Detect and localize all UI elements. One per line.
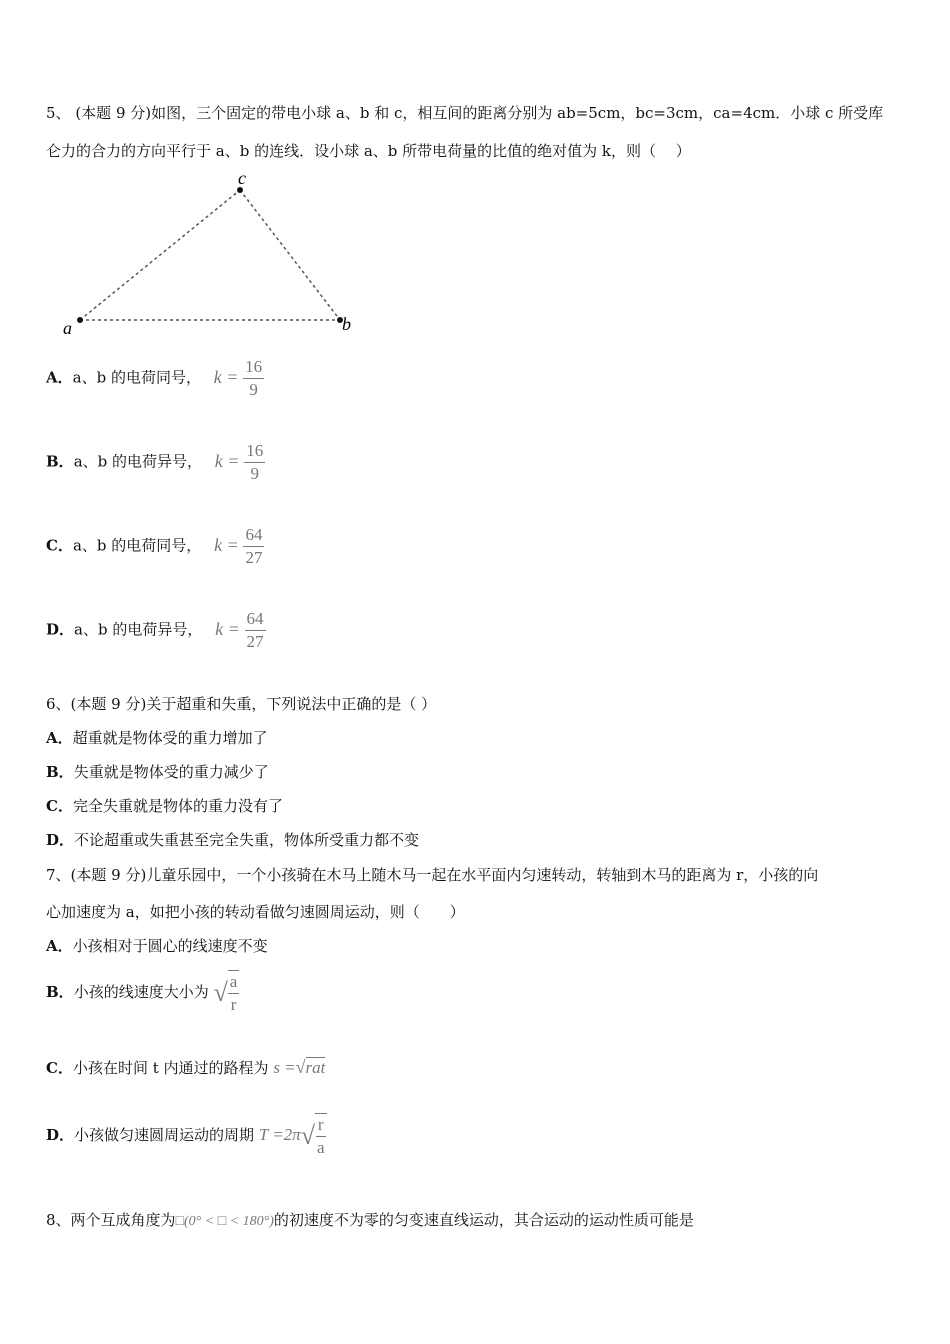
- label-c: c: [238, 170, 246, 188]
- q5-option-c: C．a、b 的电荷同号， k = $\frac{64}{27}$: [46, 525, 263, 567]
- q7-option-a: A．小孩相对于圆心的线速度不变: [46, 937, 268, 955]
- label-b: b: [342, 314, 351, 334]
- side-cb: [240, 190, 340, 320]
- q7-option-c: C．小孩在时间 t 内通过的路程为 s =√rat: [46, 1057, 326, 1077]
- q6-option-b: B．失重就是物体受的重力减少了: [46, 763, 269, 781]
- q6-option-a: A．超重就是物体受的重力增加了: [46, 729, 268, 747]
- q5-number: 5、: [46, 104, 71, 122]
- ball-a: [77, 317, 83, 323]
- triangle-figure: [55, 170, 365, 340]
- q7-stem-2: 心加速度为 a，如把小孩的转动看做匀速圆周运动，则（ ）: [46, 903, 465, 921]
- q6-stem: 6、(本题 9 分)关于超重和失重，下列说法中正确的是（ ）: [46, 695, 437, 713]
- q5-option-a: A．a、b 的电荷同号， k = $\frac{16}{9}$: [46, 357, 263, 399]
- q5-stem-1: (本题 9 分)如图，三个固定的带电小球 a、b 和 c，相互间的距离分别为 ab=5cm，bc=3cm，ca=4cm．小球 c 所受库: [75, 104, 884, 122]
- q5-option-b: B．a、b 的电荷异号， k = $\frac{16}{9}$: [46, 441, 264, 483]
- q7-option-d: D．小孩做匀速圆周运动的周期 T =2π√ $\frac{r}{a}$: [46, 1115, 325, 1157]
- q6-option-d: D．不论超重或失重甚至完全失重，物体所受重力都不变: [46, 831, 420, 849]
- q5-option-d: D．a、b 的电荷异号， k = $\frac{64}{27}$: [46, 609, 264, 651]
- side-ca: [80, 190, 240, 320]
- q7-option-b: B．小孩的线速度大小为 √ $\frac{a}{r}$: [46, 972, 238, 1014]
- q5-stem-2: 仑力的合力的方向平行于 a、b 的连线．设小球 a、b 所带电荷量的比值的绝对值为 k，则（ ）: [46, 142, 691, 160]
- q7-stem-1: 7、(本题 9 分)儿童乐园中，一个小孩骑在木马上随木马一起在水平面内匀速转动，转轴到木马的距离为 r，小孩的向: [46, 866, 819, 884]
- q5-line1: [46, 102, 883, 123]
- q6-option-c: C．完全失重就是物体的重力没有了: [46, 797, 283, 815]
- q8-stem: 8、两个互成角度为□(0° < □ < 180°)的初速度不为零的匀变速直线运动，其合运动的运动性质可能是: [46, 1211, 694, 1229]
- label-a: a: [63, 318, 72, 338]
